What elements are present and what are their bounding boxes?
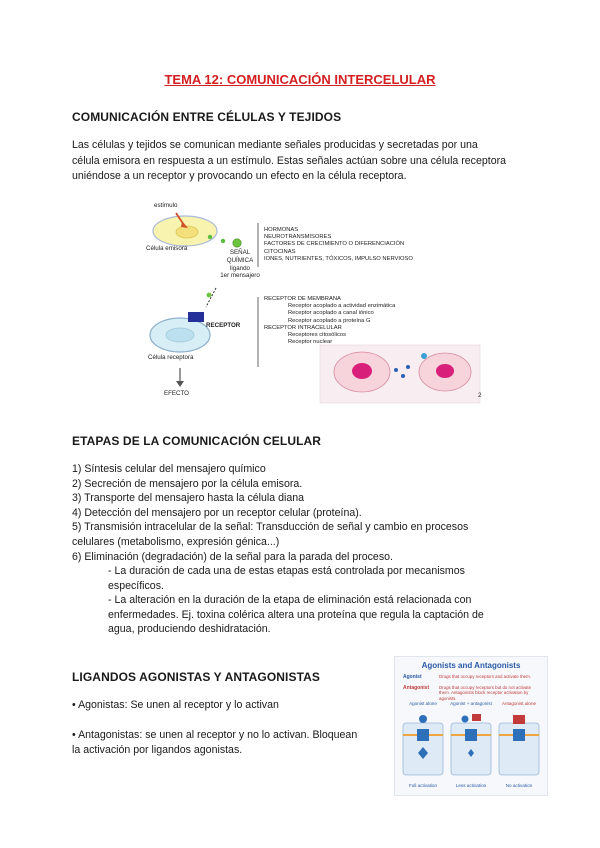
agonist-ligand [419,715,427,723]
antagonists-text [72,728,382,758]
section-heading-communication: COMUNICACIÓN ENTRE CÉLULAS Y TEJIDOS [72,110,342,124]
list-item: 6) Eliminación (degradación) de la señal para la parada del proceso. [72,550,393,563]
list-item: HORMONAS [264,227,299,233]
list-item: CITOCINAS [264,248,296,255]
agonists-text: • Agonistas: Se unen al receptor y lo activan [72,699,279,711]
micrograph-signal-dot [421,353,427,359]
panel-label-bottom: No activation [505,783,533,788]
effect-arrow-head [176,381,184,387]
emitter-cell-label: Célula emisora [146,245,188,252]
micrograph-nucleus-left [352,363,372,379]
figure2-title: Agonists and Antagonists [421,661,521,670]
list-item: celulares (metabolismo, expresión génica...) [72,535,280,548]
stages-list [72,462,532,564]
agonist-definition: Drugs that occupy receptors and activate them. [439,674,532,679]
receptor-block [188,312,204,322]
list-item: Receptor acoplado a actividad enzimática [288,303,396,310]
signal-ligand-dot [233,239,241,247]
signal-label [218,249,262,280]
list-item: RECEPTOR DE MEMBRANA [264,296,341,302]
panel-label-bottom: Full activation [408,783,438,788]
agonist-ligand [462,716,469,723]
page-title: TEMA 12: COMUNICACIÓN INTERCELULAR [164,72,436,87]
micrograph-signal-dot [406,365,410,369]
antagonists-line: • Antagonistas: se unen al receptor y no lo activan. Bloquean [72,729,358,741]
micrograph-signal-dot [394,368,398,372]
figure-page-number: 2 [478,392,482,399]
stages-notes [108,564,528,637]
section-heading-stages: ETAPAS DE LA COMUNICACIÓN CELULAR [72,434,322,448]
note-line: enfermedades. Ej. toxina colérica altera una proteína que regula la captación de [108,608,484,621]
note-line: agua, produciendo deshidratación. [108,623,271,636]
antagonist-ligand [513,715,525,724]
signal-label-line: ligando [230,264,250,272]
ligand-dot [207,293,212,298]
micrograph-nucleus-right [436,364,454,378]
note-line: - La alteración en la duración de la etapa de eliminación está relacionada con [108,594,472,607]
receptor-shape [417,729,429,741]
list-item: Receptor acoplado a proteína G [288,317,371,324]
paragraph-line: célula emisora en respuesta a un estímulo. Estas señales actúan sobre una célula receptora [72,154,507,167]
receiver-nucleus-shape [166,328,194,342]
list-item: RECEPTOR INTRACELULAR [264,324,342,331]
antagonist-definition: Drugs that occupy receptors but do not activate them. Antagonists block receptor activation by agonists. [439,685,532,701]
signal-type-list [264,227,413,263]
effect-label: EFECTO [164,390,189,397]
list-item: FACTORES DE CRECIMIENTO O DIFERENCIACIÓN [264,241,405,248]
receiver-cell-label: Célula receptora [148,354,194,361]
antagonist-ligand [472,714,481,721]
list-item: 4) Detección del mensajero por un receptor celular (proteína). [72,506,362,519]
panel-label-top: Agonist alone [409,701,437,706]
paragraph-line: uniéndose a un receptor y provocando un efecto en la célula receptora. [72,170,407,182]
signal-dot [221,239,225,243]
list-item: 1) Síntesis celular del mensajero químico [72,463,266,475]
stimulus-label: estímulo [154,202,178,209]
list-item: 2) Secreción de mensajero por la célula emisora. [72,477,303,490]
antagonist-term: Antagonist [403,685,430,691]
section-heading-ligands: LIGANDOS AGONISTAS Y ANTAGONISTAS [72,670,320,684]
signal-label-line: SEÑAL [229,249,251,256]
antagonists-line: la activación por ligandos agonistas. [72,744,243,756]
micrograph-signal-dot [401,374,405,378]
list-item: Receptores citosólicos [288,332,346,339]
signaling-figure [140,195,490,405]
agonist-term: Agonist [403,674,422,680]
panel-label-bottom: Less activation [455,783,487,788]
list-item: 3) Transporte del mensajero hasta la célula diana [72,492,305,505]
receptor-shape [465,729,477,741]
signal-label-line: QUÍMICA [226,256,254,264]
receptor-type-list [264,296,395,346]
paragraph-line: Las células y tejidos se comunican mediante señales producidas y secretadas por una [72,139,478,151]
panel-label-top: Antagonist alone [501,701,537,706]
list-item: IONES, NUTRIENTES, TÓXICOS, IMPULSO NERVIOSO [264,255,413,262]
panel-label-top: Agonist + antagonist [450,701,492,706]
note-line: específicos. [108,579,164,592]
ligand-arrow [206,288,216,307]
receptor-label: RECEPTOR [206,322,241,329]
receptor-shape [513,729,525,741]
agonists-figure [394,656,548,796]
signal-label-line: 1er mensajero [220,272,260,280]
list-item: 5) Transmisión intracelular de la señal: Transducción de señal y cambio en procesos [72,521,469,534]
note-line: - La duración de cada una de estas etapas está controlada por mecanismos [108,565,465,577]
list-item: Receptor acoplado a canal iónico [288,310,374,317]
list-item: NEUROTRANSMISORES [264,234,332,241]
section-paragraph [72,138,532,185]
list-item: Receptor nuclear [288,339,333,346]
signal-dot [208,235,212,239]
agonists-panels-svg [395,709,547,783]
